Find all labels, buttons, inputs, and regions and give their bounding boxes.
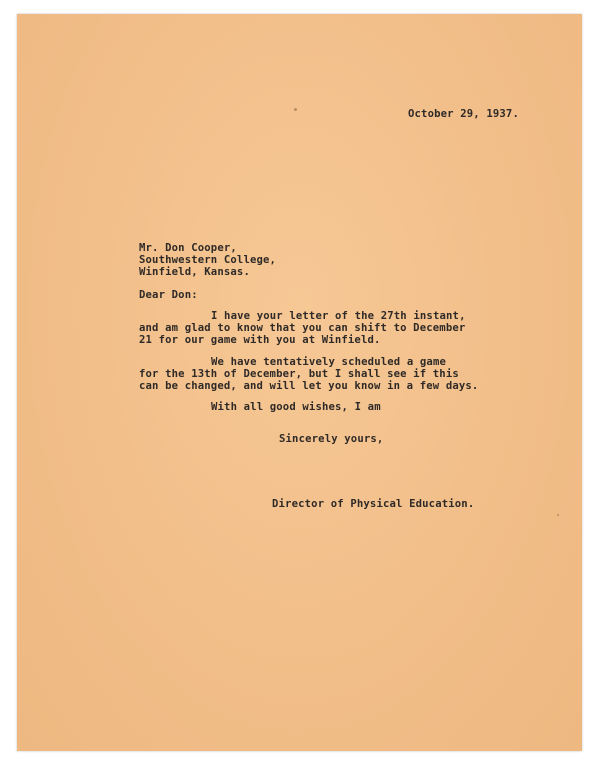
letter-date: October 29, 1937. [408, 108, 519, 120]
recipient-organization: Southwestern College, [139, 254, 277, 266]
paper-speck [294, 108, 297, 111]
paragraph-2-line-3: can be changed, and will let you know in a few days. [139, 380, 479, 392]
salutation: Dear Don: [139, 289, 198, 301]
paragraph-1-line-2: and am glad to know that you can shift to December [139, 322, 466, 334]
paragraph-1-line-1: I have your letter of the 27th instant, [211, 310, 466, 322]
paper-speck [557, 514, 559, 516]
recipient-name: Mr. Don Cooper, [139, 242, 237, 254]
paragraph-2-line-1: We have tentatively scheduled a game [211, 356, 447, 368]
paragraph-3: With all good wishes, I am [211, 401, 381, 413]
letter-page [17, 14, 582, 751]
paragraph-1-line-3: 21 for our game with you at Winfield. [139, 334, 381, 346]
paragraph-2-line-2: for the 13th of December, but I shall see if this [139, 368, 459, 380]
closing: Sincerely yours, [279, 433, 384, 445]
signature-title: Director of Physical Education. [272, 498, 475, 510]
recipient-location: Winfield, Kansas. [139, 266, 250, 278]
